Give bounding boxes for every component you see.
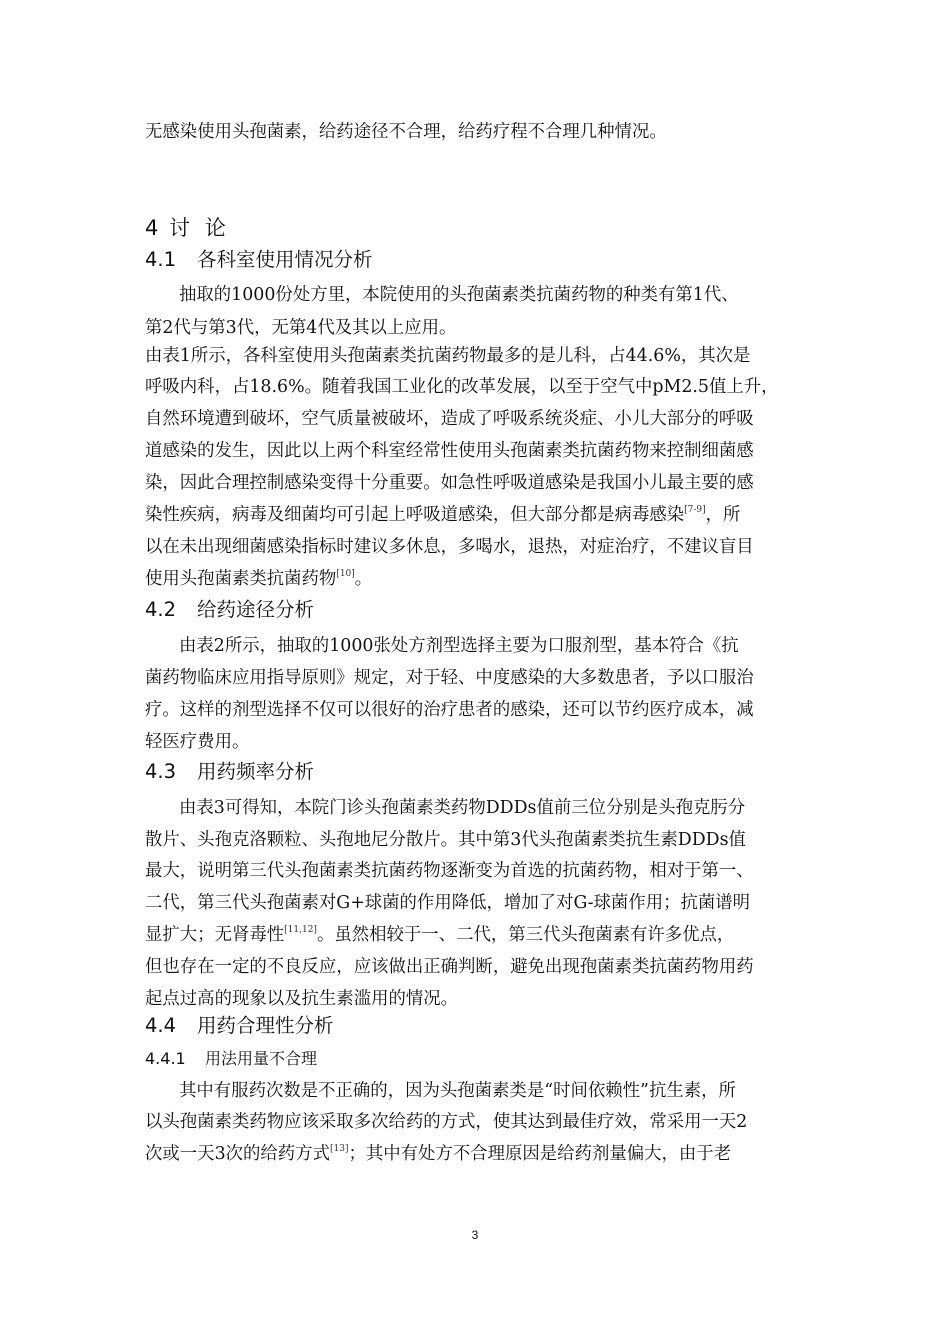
section-title: 各科室使用情况分析 xyxy=(197,248,373,271)
section-number: 4.1 xyxy=(145,248,177,271)
section-heading-4-2 xyxy=(145,598,314,622)
paragraph-line: 最大，说明第三代头孢菌素类抗菌药物逐渐变为首选的抗菌药物，相对于第一、 xyxy=(145,861,754,881)
paragraph-line: 由表2所示，抽取的1000张处方剂型选择主要为口服剂型，基本符合《抗 xyxy=(179,636,739,656)
paragraph-line: 菌药物临床应用指导原则》规定，对于轻、中度感染的大多数患者，予以口服治 xyxy=(145,668,754,688)
section-number: 4.4 xyxy=(145,1014,177,1037)
subsection-heading-4-4-1 xyxy=(145,1047,317,1071)
paragraph-line: 染，因此合理控制感染变得十分重要。如急性呼吸道感染是我国小儿最主要的感 xyxy=(145,473,754,493)
section-heading-4-3 xyxy=(145,760,314,784)
paragraph-line: 二代，第三代头孢菌素对G+球菌的作用降低，增加了对G-球菌作用；抗菌谱明 xyxy=(145,893,751,913)
line-text: 使用头孢菌素类抗菌药物 xyxy=(145,569,337,589)
paragraph-line xyxy=(145,503,740,527)
paragraph-line: 轻医疗费用。 xyxy=(145,732,250,752)
paragraph-line: 起点过高的现象以及抗生素滥用的情况。 xyxy=(145,989,459,1009)
line-text: 染性疾病，病毒及细菌均可引起上呼吸道感染，但大部分都是病毒感染 xyxy=(145,505,685,525)
line-text: ；其中有处方不合理原因是给药剂量偏大，由于老 xyxy=(348,1144,732,1164)
paragraph-line: 疗。这样的剂型选择不仅可以很好的治疗患者的感染，还可以节约医疗成本，减 xyxy=(145,700,754,720)
section-number: 4.3 xyxy=(145,760,177,783)
paragraph-line: 以在未出现细菌感染指标时建议多休息，多喝水，退热，对症治疗，不建议盲目 xyxy=(145,537,754,557)
paragraph-line: 由表1所示，各科室使用头孢菌素类抗菌药物最多的是儿科，占44.6%，其次是 xyxy=(145,346,751,366)
section-heading-4 xyxy=(145,216,226,240)
paragraph-line: 道感染的发生，因此以上两个科室经常性使用头孢菌素类抗菌药物来控制细菌感 xyxy=(145,441,754,461)
line-text: 。 xyxy=(354,569,373,589)
citation-ref: [10] xyxy=(336,569,355,579)
paragraph-line xyxy=(145,1142,731,1166)
section-number: 4 xyxy=(145,216,159,240)
paragraph-line: 但也存在一定的不良反应，应该做出正确判断，避免出现孢菌素类抗菌药物用药 xyxy=(145,957,754,977)
paragraph-line xyxy=(145,923,734,947)
citation-ref: [13] xyxy=(329,1144,349,1154)
paragraph-line: 无感染使用头孢菌素，给药途径不合理，给药疗程不合理几种情况。 xyxy=(145,122,667,142)
paragraph-line: 以头孢菌素类药物应该采取多次给药的方式，使其达到最佳疗效，常采用一天2 xyxy=(145,1112,748,1132)
paragraph-line: 散片、头孢克洛颗粒、头孢地尼分散片。其中第3代头孢菌素类抗生素DDDs值 xyxy=(145,830,746,850)
paragraph-line xyxy=(145,567,372,591)
section-number: 4.4.1 xyxy=(145,1049,186,1068)
section-title: 给药途径分析 xyxy=(197,598,315,621)
page-number: 3 xyxy=(471,1228,479,1242)
citation-ref: [7-9] xyxy=(684,505,706,515)
paragraph-line: 呼吸内科，占18.6%。随着我国工业化的改革发展，以至于空气中pM2.5值上升， xyxy=(145,377,779,397)
section-title: 用法用量不合理 xyxy=(205,1049,318,1068)
line-text: ，所 xyxy=(705,505,741,525)
paragraph-line: 抽取的1000份处方里，本院使用的头孢菌素类抗菌药物的种类有第1代、 xyxy=(179,285,739,305)
line-text: 显扩大；无肾毒性 xyxy=(145,925,285,945)
section-title: 讨 论 xyxy=(169,216,227,240)
citation-ref: [11,12] xyxy=(284,925,317,935)
section-title: 用药合理性分析 xyxy=(197,1014,334,1037)
paragraph-line: 其中有服药次数是不正确的，因为头孢菌素类是“时间依赖性”抗生素，所 xyxy=(179,1081,736,1101)
paragraph-line: 第2代与第3代，无第4代及其以上应用。 xyxy=(145,318,457,338)
section-number: 4.2 xyxy=(145,598,177,621)
line-text: 。虽然相较于一、二代，第三代头孢菌素有许多优点， xyxy=(316,925,735,945)
section-heading-4-4 xyxy=(145,1014,334,1038)
line-text: 次或一天3次的给药方式 xyxy=(145,1144,330,1164)
section-heading-4-1 xyxy=(145,248,373,272)
section-title: 用药频率分析 xyxy=(197,760,315,783)
paragraph-line: 由表3可得知，本院门诊头孢菌素类药物DDDs值前三位分别是头孢克肟分 xyxy=(179,798,746,818)
paragraph-line: 自然环境遭到破坏，空气质量被破坏，造成了呼吸系统炎症、小儿大部分的呼吸 xyxy=(145,409,754,429)
